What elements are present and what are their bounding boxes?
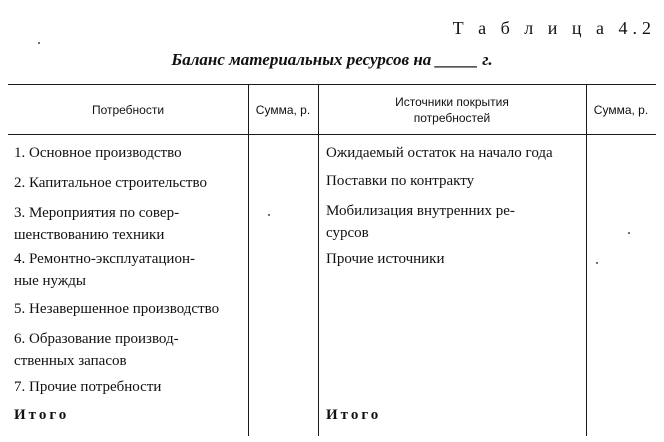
total-right: Итого [326, 407, 382, 423]
header-needs: Потребности [91, 103, 165, 117]
scan-speck [596, 262, 598, 264]
total-left: Итого [14, 407, 70, 423]
need-item: 1. Основное производство [14, 145, 182, 161]
scan-speck [628, 232, 630, 234]
column-divider-2 [318, 84, 319, 436]
need-item: 4. Ремонтно-эксплуатацион- ные нужды [14, 251, 195, 289]
table-number: Т а б л и ц а 4.2 [452, 18, 656, 38]
column-divider-1 [248, 84, 249, 436]
need-item: 6. Образование производ- ственных запасов [14, 331, 179, 369]
scan-speck [268, 214, 270, 216]
header-sources [318, 94, 586, 126]
need-item: 5. Незавершенное производство [14, 301, 220, 317]
source-item: Прочие источники [326, 251, 445, 267]
source-item: Поставки по контракту [326, 173, 475, 189]
balance-table [8, 84, 656, 436]
header-rule [8, 134, 656, 135]
source-item: Мобилизация внутренних ре- сурсов [326, 203, 515, 241]
need-item: 7. Прочие потребности [14, 379, 162, 395]
header-sources-line1: Источники покрытия [395, 95, 509, 109]
scan-speck [38, 42, 40, 44]
header-sum-right: Сумма, р. [593, 103, 649, 117]
need-item: 2. Капитальное строительство [14, 175, 207, 191]
top-rule [8, 84, 656, 85]
header-sum-left: Сумма, р. [255, 103, 311, 117]
source-item: Ожидаемый остаток на начало года [326, 145, 553, 161]
header-sources-line2: потребностей [413, 111, 491, 125]
need-item: 3. Мероприятия по совер- шенствованию техники [14, 205, 180, 243]
column-divider-3 [586, 84, 587, 436]
table-caption: Баланс материальных ресурсов на _____ г. [171, 50, 493, 69]
